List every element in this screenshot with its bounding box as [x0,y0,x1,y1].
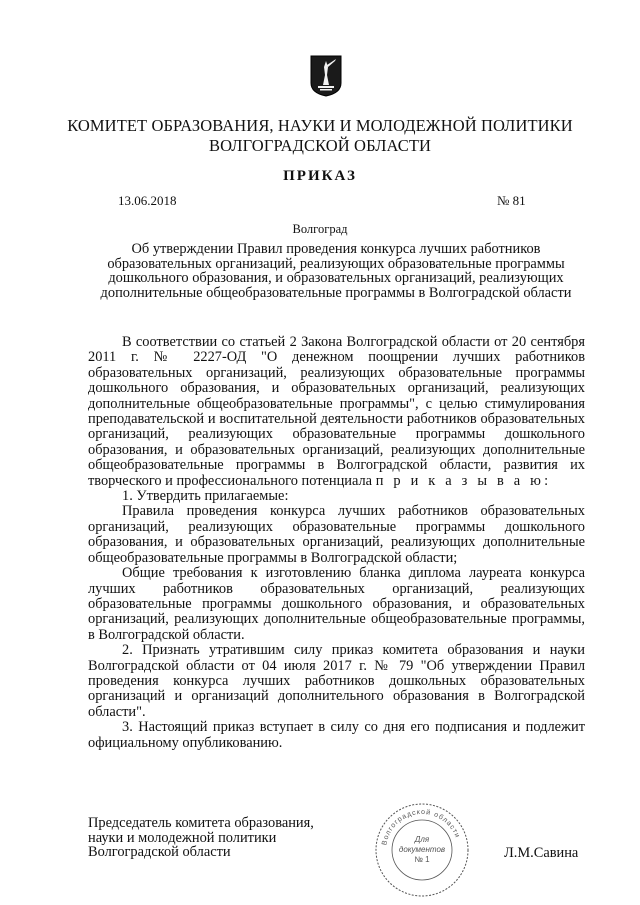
item-2: 2. Признать утратившим силу приказ комитета образования и науки Волгоградской области от 04 июля 2017 г. № 79 "Об утверждении Правил проведения конкурса лучших работников дошкольных образовательных организаций и организаций дополнительного образования в Волгоградской области". [88,642,585,720]
official-stamp [372,800,472,900]
preamble-text: В соответствии со статьей 2 Закона Волгоградской области от 20 сентября 2011 г. № 2227-ОД "О денежном поощрении лучших работников образовательных организаций, реализующих образовательные программы дошкольного образования, и образовательных организаций, реализующих дополнительные общеобразовательные программы", с целью стимулирования преподавательской и воспитательной деятельности работников образовательных организаций, реализующих образовательные программы дошкольного образования, и образовательных организаций, реализующих дополнительные общеобразовательные программы в Волгоградской области, развития их творческого и профессионального потенциала [88,334,585,489]
signer-title-line: Волгоградской области [88,844,231,860]
preamble-paragraph [88,335,585,489]
stamp-center-line: Для [414,835,430,844]
signer-title-line: Председатель комитета образования, [88,815,314,831]
order-word: п р и к а з ы в а ю: [375,472,552,489]
stamp-center-line: № 1 [414,855,430,864]
document-body [88,335,585,751]
signer-name: Л.М.Савина [504,845,579,861]
item-1-rules: Правила проведения конкурса лучших работников образовательных организаций, реализующих образовательные программы дошкольного образования, и образовательных организаций, реализующих дополнительные общеобразовательные программы в Волгоградской области; [88,503,585,566]
subject-line: дошкольного образования, и образовательных организаций, реализующих [108,270,564,286]
document-type: ПРИКАЗ [283,168,357,184]
document-number: № 81 [497,193,526,208]
committee-name [60,116,580,156]
document-city: Волгоград [292,222,348,236]
coat-of-arms-emblem [310,55,342,97]
signer-title [88,816,314,860]
document-subject [88,242,584,300]
stamp-center-line: документов [398,845,446,854]
signer-title-line: науки и молодежной политики [88,829,277,846]
committee-line-2: ВОЛГОГРАДСКОЙ ОБЛАСТИ [208,136,432,155]
committee-line-1: КОМИТЕТ ОБРАЗОВАНИЯ, НАУКИ И МОЛОДЕЖНОЙ ПОЛИТИКИ [67,116,573,135]
document-date: 13.06.2018 [118,193,177,208]
item-3: 3. Настоящий приказ вступает в силу со дня его подписания и подлежит официальному опубликованию. [88,719,585,751]
item-1-requirements: Общие требования к изготовлению бланка диплома лауреата конкурса лучших работников образовательных организаций, реализующих образовательные программы дошкольного образования, и образовательных организаций, реализующих дополнительные общеобразовательные программы, в Волгоградской области. [88,565,585,643]
item-1: 1. Утвердить прилагаемые: [122,488,289,505]
subject-line: дополнительные общеобразовательные программы в Волгоградской области [100,284,572,301]
subject-line: Об утверждении Правил проведения конкурса лучших работников [131,241,541,257]
subject-line: образовательных организаций, реализующих образовательные программы [107,255,565,272]
stamp-ring-text: Волгоградской области [381,808,461,846]
